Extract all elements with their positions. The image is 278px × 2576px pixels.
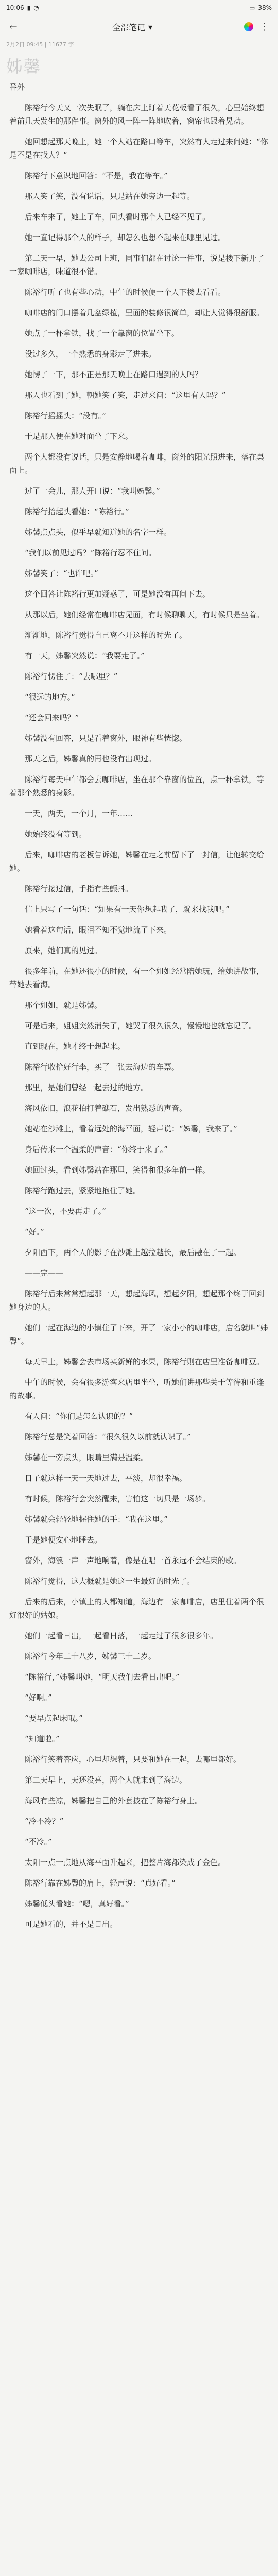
wifi-icon: ◔ [33,4,39,11]
paragraph: 夕阳西下，两个人的影子在沙滩上越拉越长，最后融在了一起。 [25,1248,241,1257]
paragraph: 陈裕行每天中午都会去咖啡店，坐在那个靠窗的位置，点一杯拿铁，等着那个熟悉的身影。 [9,775,265,798]
paragraph: 姊馨在一旁点头，眼睛里满是温柔。 [25,1453,149,1462]
app-title-text: 全部笔记 [112,22,145,32]
paragraph: 咖啡店的门口摆着几盆绿植，里面的装修很简单，却让人觉得很舒服。 [25,308,265,317]
paragraph: 从那以后，她们经常在咖啡店见面，有时候聊聊天，有时候只是坐着。 [25,610,265,619]
paragraph: “冷不冷？” [25,1817,64,1826]
paragraph: 姊馨没有回答，只是看着窗外，眼神有些恍惚。 [25,734,187,743]
paragraph: 她一直记得那个人的样子，却怎么也想不起来在哪里见过。 [25,233,226,242]
note-meta: 2月2日 09:45 | 11677 字 [6,41,74,48]
paragraph: 陈裕行下意识地回答：“不是，我在等车。” [25,171,168,180]
paragraph: 她回过头，看到姊馨站在那里，笑得和很多年前一样。 [25,1165,211,1175]
signal-icon: ▮ [27,4,31,11]
paragraph: “知道啦。” [25,1734,60,1743]
paragraph: 身后传来一个温柔的声音：“你终于来了。” [25,1145,168,1154]
paragraph: 番外 [9,82,25,92]
paragraph: 陈裕行跑过去，紧紧地抱住了她。 [25,1186,141,1195]
paragraph: 信上只写了一句话：“如果有一天你想起我了，就来找我吧。” [25,905,230,914]
notes-dropdown[interactable] [112,21,152,33]
paragraph: 姊馨就会轻轻地握住她的手：“我在这里。” [25,1515,168,1524]
paragraph: 过了一会儿，那人开口说：“我叫姊馨。” [25,486,160,496]
paragraph: 她们一起在海边的小镇住了下来，开了一家小小的咖啡店，店名就叫“姊馨”。 [9,1323,268,1346]
paragraph: 每天早上，姊馨会去市场买新鲜的水果，陈裕行则在店里准备咖啡豆。 [25,1357,265,1366]
paragraph: 姊馨低头看她：“嗯，真好看。” [25,1899,129,1908]
paragraph: 那天之后，姊馨真的再也没有出现过。 [25,754,157,764]
paragraph: “还会回来吗？” [25,713,79,722]
paragraph: 海风有些凉，姊馨把自己的外套披在了陈裕行身上。 [25,1796,203,1805]
paragraph: 直到现在，她才终于想起来。 [25,1042,126,1051]
more-icon[interactable]: ⋮ [259,21,269,32]
paragraph: “不冷。” [25,1837,52,1846]
paragraph: 她们一起看日出，一起看日落，一起走过了很多很多年。 [25,1631,218,1640]
paragraph: 陈裕行总是笑着回答：“很久很久以前就认识了。” [25,1432,191,1442]
status-right [249,4,272,11]
paragraph: 姊馨笑了：“也许吧。” [25,569,98,578]
paragraph: 陈裕行后来常常想起那一天，想起海风，想起夕阳，想起那个终于回到她身边的人。 [9,1289,265,1312]
paragraph: 那个姐姐，就是姊馨。 [25,1001,102,1010]
battery-percent: 38% [258,4,272,11]
paragraph: 陈裕行抬起头看她：“陈裕行。” [25,507,129,516]
paragraph: 陈裕行接过信，手指有些颤抖。 [25,884,133,893]
paragraph: 两个人都没有说话，只是安静地喝着咖啡，窗外的阳光照进来，落在桌面上。 [9,452,265,475]
status-time: 10:06 [6,4,24,11]
paragraph: 很多年前，在她还很小的时候，有一个姐姐经常陪她玩，给她讲故事，带她去看海。 [9,967,265,989]
paragraph: 可是后来，姐姐突然消失了，她哭了很久很久，慢慢地也就忘记了。 [25,1021,257,1030]
status-left [6,4,39,11]
paragraph: 她看着这句话，眼泪不知不觉地流了下来。 [25,925,172,935]
paragraph: 第二天一早，她去公司上班，同事们都在讨论一件事，说是楼下新开了一家咖啡店，味道很不错。 [9,253,265,276]
paragraph: “很远的地方。” [25,692,75,702]
paragraph: 窗外，海浪一声一声地响着，像是在唱一首永远不会结束的歌。 [25,1556,241,1565]
note-body[interactable] [0,80,278,1954]
note-title[interactable]: 姊馨 [6,57,42,76]
palette-icon[interactable] [244,22,253,31]
status-bar [0,0,278,15]
paragraph: 陈裕行今年二十八岁，姊馨三十二岁。 [25,1652,157,1661]
paragraph: “要早点起床哦。” [25,1714,83,1723]
paragraph: “这一次，不要再走了。” [25,1207,106,1216]
app-bar [0,15,278,38]
paragraph: 后来，咖啡店的老板告诉她，姊馨在走之前留下了一封信，让他转交给她。 [9,850,265,873]
paragraph: ——完—— [25,1268,64,1278]
paragraph: 那人也看到了她，朝她笑了笑，走过来问：“这里有人吗？” [25,391,226,400]
paragraph: 有时候，陈裕行会突然醒来，害怕这一切只是一场梦。 [25,1494,211,1503]
paragraph: 有一天，姊馨突然说：“我要走了。” [25,651,145,660]
paragraph: 可是她看的，并不是日出。 [25,1920,118,1929]
back-arrow-icon[interactable]: ← [9,21,18,32]
paragraph: 陈裕行笑着答应，心里却想着，只要和她在一起，去哪里都好。 [25,1755,241,1764]
chevron-down-icon: ▾ [148,22,153,32]
paragraph: 陈裕行今天又一次失眠了，躺在床上盯着天花板看了很久，心里始终想着前几天发生的那件事。窗外的风一阵一阵地吹着，窗帘也跟着晃动。 [9,103,265,126]
paragraph: 那人笑了笑，没有说话，只是站在她旁边一起等。 [25,192,195,201]
paragraph: 她愣了一下，那不正是那天晚上在路口遇到的人吗？ [25,370,203,379]
paragraph: 日子就这样一天一天地过去，平淡，却很幸福。 [25,1473,187,1483]
paragraph: 海风依旧，浪花拍打着礁石，发出熟悉的声音。 [25,1104,187,1113]
paragraph: 中午的时候，会有很多游客来店里坐坐，听她们讲那些关于等待和重逢的故事。 [9,1378,265,1400]
paragraph: 第二天早上，天还没亮，两个人就来到了海边。 [25,1775,187,1785]
paragraph: 于是她便安心地睡去。 [25,1535,102,1545]
paragraph: 后来车来了，她上了车，回头看时那个人已经不见了。 [25,212,211,222]
paragraph: 原来，她们真的见过。 [25,946,102,955]
paragraph: 于是那人便在她对面坐了下来。 [25,432,133,441]
paragraph: 后来的后来，小镇上的人都知道，海边有一家咖啡店，店里住着两个很好很好的姑娘。 [9,1597,265,1620]
paragraph: 陈裕行愣住了：“去哪里？” [25,672,118,681]
paragraph: 渐渐地，陈裕行觉得自己离不开这样的时光了。 [25,631,187,640]
paragraph: 一天，两天，一个月，一年…… [25,809,133,818]
paragraph: 有人问：“你们是怎么认识的？” [25,1412,133,1421]
paragraph: 她始终没有等到。 [25,829,87,839]
paragraph: 陈裕行觉得，这大概就是她这一生最好的时光了。 [25,1577,195,1586]
paragraph: 陈裕行收拾好行李，买了一张去海边的车票。 [25,1062,180,1072]
paragraph: 那里，是她们曾经一起去过的地方。 [25,1083,149,1092]
paragraph: “好啊。” [25,1693,52,1702]
paragraph: 她回想起那天晚上，她一个人站在路口等车，突然有人走过来问她：“你是不是在找人？” [9,137,268,160]
paragraph: 陈裕行听了也有些心动，中午的时候便一个人下楼去看看。 [25,287,226,297]
paragraph: 姊馨点点头，似乎早就知道她的名字一样。 [25,528,172,537]
paragraph: “好。” [25,1227,44,1236]
paragraph: 这个回答让陈裕行更加疑惑了，可是她没有再问下去。 [25,589,211,599]
paragraph: “我们以前见过吗？”陈裕行忍不住问。 [25,548,157,557]
paragraph: 陈裕行靠在姊馨的肩上，轻声说：“真好看。” [25,1878,176,1888]
paragraph: 陈裕行摇摇头：“没有。” [25,411,106,420]
paragraph: 太阳一点一点地从海平面升起来，把整片海都染成了金色。 [25,1858,226,1867]
app-bar-actions [244,20,272,34]
battery-icon: ▭ [249,4,255,11]
paragraph: 没过多久，一个熟悉的身影走了进来。 [25,349,157,359]
paragraph: 她站在沙滩上，看着远处的海平面，轻声说：“姊馨，我来了。” [25,1124,237,1133]
paragraph: 她点了一杯拿铁，找了一个靠窗的位置坐下。 [25,329,180,338]
paragraph: “陈裕行，”姊馨叫她，“明天我们去看日出吧。” [25,1672,180,1682]
